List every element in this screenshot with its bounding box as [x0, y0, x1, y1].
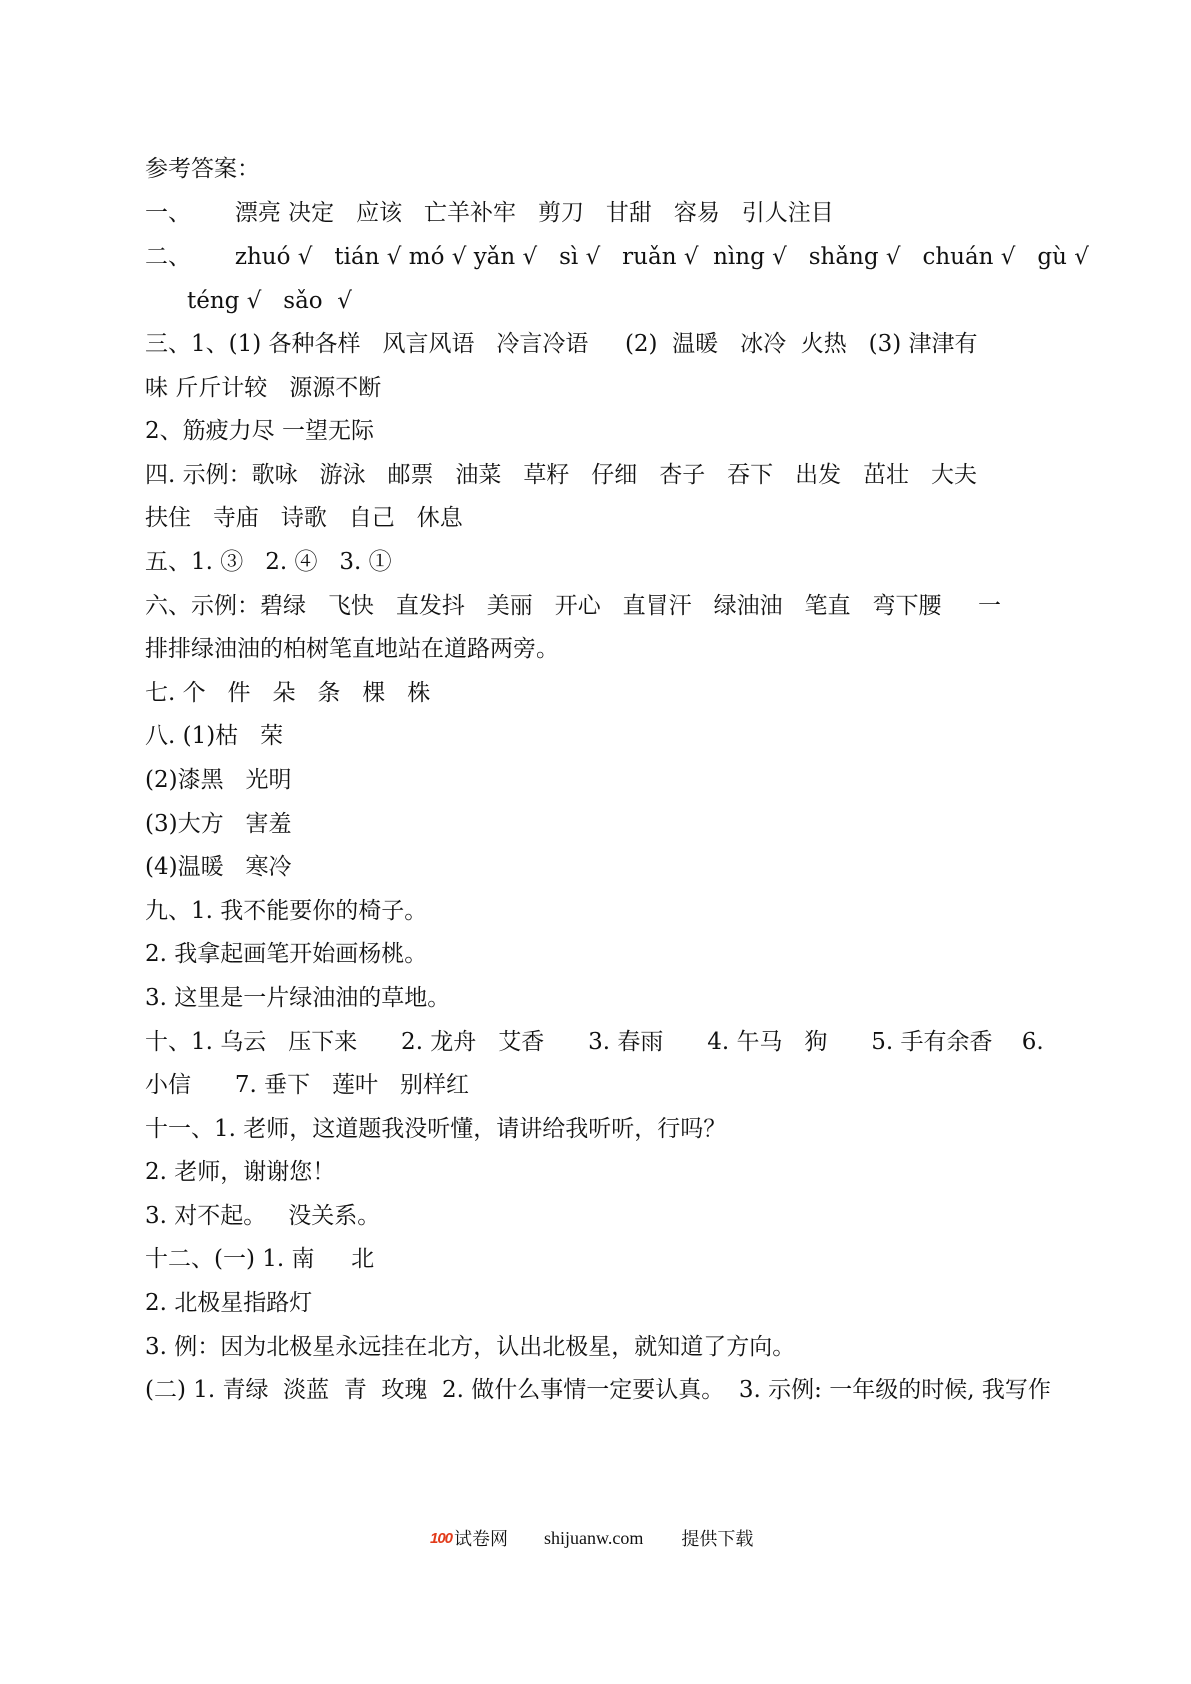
- answer-line-12-part2: (二) 1. 青绿 淡蓝 青 玫瑰 2. 做什么事情一定要认真。 3. 示例: 一年级的时候, 我写作: [145, 1377, 1051, 1403]
- footer-site-link[interactable]: shijuanw.com: [544, 1527, 644, 1548]
- answer-line-8-4: (4)温暖 寒冷: [145, 854, 292, 880]
- logo-number: 100: [430, 1529, 453, 1547]
- footer-brand: 试卷网: [454, 1529, 509, 1549]
- answer-line-10-cont: 小信 7. 垂下 莲叶 别样红: [145, 1072, 469, 1098]
- answer-line-9-2: 2. 我拿起画笔开始画杨桃。: [145, 941, 428, 967]
- answer-line-11-3: 3. 对不起。 没关系。: [145, 1203, 381, 1229]
- answer-line-9-1: 九、1. 我不能要你的椅子。: [145, 898, 428, 924]
- answer-line-2: 二、 zhuó √ tián √ mó √ yǎn √ sì √ ruǎn √ nìng √ shǎng √ chuán √ gù √: [145, 244, 1089, 270]
- answer-line-3: 三、1、(1) 各种各样 风言风语 冷言冷语 (2) 温暖 冰冷 火热 (3) 津津有: [145, 331, 978, 357]
- answer-line-1: 一、 漂亮 决定 应该 亡羊补牢 剪刀 甘甜 容易 引人注目: [145, 200, 834, 226]
- answer-line-8-1: 八. (1)枯 荣: [145, 723, 284, 749]
- answer-line-5: 五、1. ③ 2. ④ 3. ①: [145, 549, 392, 575]
- answer-line-8-2: (2)漆黑 光明: [145, 767, 292, 793]
- answer-line-4-cont: 扶住 寺庙 诗歌 自己 休息: [145, 505, 463, 531]
- answer-line-9-3: 3. 这里是一片绿油油的草地。: [145, 985, 451, 1011]
- answer-line-6: 六、示例：碧绿 飞快 直发抖 美丽 开心 直冒汗 绿油油 笔直 弯下腰 一: [145, 593, 1002, 619]
- document-title: 参考答案：: [145, 156, 260, 182]
- answer-line-11-2: 2. 老师，谢谢您！: [145, 1159, 336, 1185]
- answer-line-12-3: 3. 例：因为北极星永远挂在北方，认出北极星，就知道了方向。: [145, 1334, 796, 1360]
- answer-line-12-1: 十二、(一) 1. 南 北: [145, 1246, 375, 1272]
- footer-tagline: 提供下载: [681, 1529, 754, 1549]
- answer-line-12-2: 2. 北极星指路灯: [145, 1290, 313, 1316]
- shijuanw-logo-icon: [430, 1530, 452, 1547]
- answer-line-10: 十、1. 乌云 压下来 2. 龙舟 艾香 3. 春雨 4. 午马 狗 5. 手有余香 6.: [145, 1029, 1044, 1055]
- answer-line-2-cont: téng √ sǎo √: [187, 288, 352, 314]
- answer-line-11-1: 十一、1. 老师，这道题我没听懂，请讲给我听听，行吗？: [145, 1116, 727, 1142]
- page-footer: [430, 1523, 753, 1553]
- answer-line-7: 七. 个 件 朵 条 棵 株: [145, 680, 431, 706]
- answer-line-4: 四. 示例：歌咏 游泳 邮票 油菜 草籽 仔细 杏子 吞下 出发 茁壮 大夫: [145, 462, 977, 488]
- answer-line-8-3: (3)大方 害羞: [145, 811, 292, 837]
- answer-line-3-2: 2、筋疲力尽 一望无际: [145, 418, 374, 444]
- answer-line-6-cont: 排排绿油油的柏树笔直地站在道路两旁。: [145, 636, 559, 662]
- answer-line-3-cont: 味 斤斤计较 源源不断: [145, 375, 382, 401]
